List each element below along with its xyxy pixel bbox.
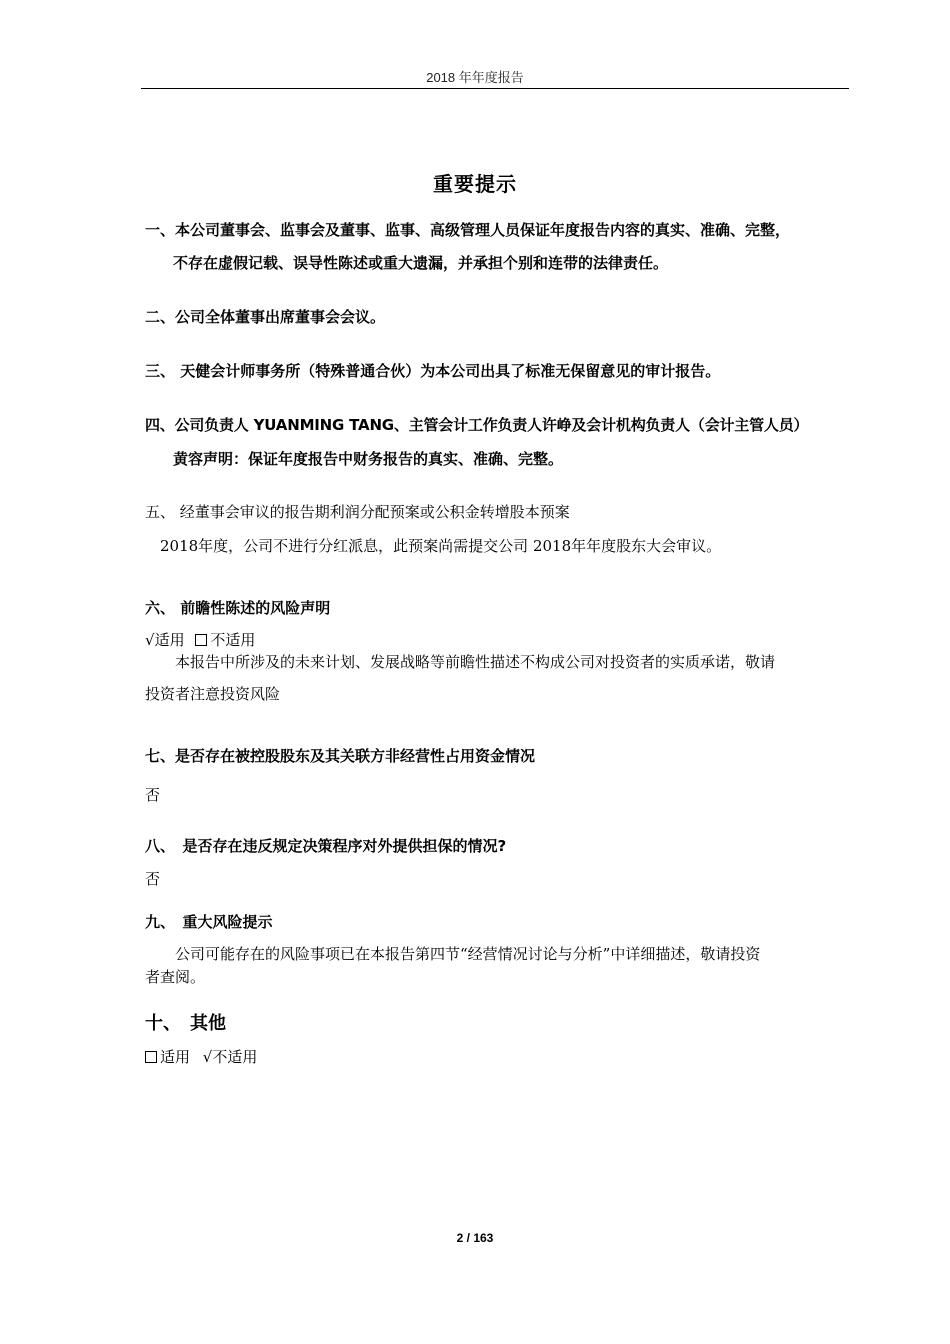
item-6-body-line-2: 投资者注意投资风险 [145, 685, 281, 703]
page-number: 2 / 163 [456, 1231, 494, 1245]
option-not-applicable-label: 不适用 [212, 1048, 258, 1066]
item-8-heading: 八、 是否存在违反规定决策程序对外提供担保的情况? [145, 837, 507, 855]
check-mark-icon: √ [145, 631, 155, 649]
item-5-heading: 五、 经董事会审议的报告期利润分配预案或公积金转增股本预案 [145, 503, 570, 521]
item-4-line-1: 四、公司负责人 YUANMING TANG、主管会计工作负责人许峥及会计机构负责人（会计主管人员） [145, 416, 809, 434]
item-9-heading: 九、 重大风险提示 [145, 913, 273, 931]
item-6-heading: 六、 前瞻性陈述的风险声明 [145, 599, 331, 617]
checkbox-empty-icon [195, 634, 207, 646]
item-10-heading: 十、 其他 [145, 1013, 226, 1034]
item-2: 二、公司全体董事出席董事会会议。 [145, 308, 386, 326]
option-not-applicable-label: 不适用 [210, 631, 256, 649]
item-6-body-line-1: 本报告中所涉及的未来计划、发展战略等前瞻性描述不构成公司对投资者的实质承诺，敬请 [175, 653, 776, 671]
item-8-body: 否 [145, 870, 161, 888]
item-7-heading: 七、是否存在被控股股东及其关联方非经营性占用资金情况 [145, 747, 536, 765]
item-1-line-2: 不存在虚假记载、误导性陈述或重大遗漏，并承担个别和连带的法律责任。 [173, 254, 669, 272]
item-3: 三、 天健会计师事务所（特殊普通合伙）为本公司出具了标准无保留意见的审计报告。 [145, 362, 721, 380]
item-7-body: 否 [145, 786, 161, 804]
option-applicable-label: 适用 [160, 1048, 191, 1066]
item-1-line-1: 一、本公司董事会、监事会及董事、监事、高级管理人员保证年度报告内容的真实、准确、完整， [145, 221, 791, 239]
item-6-options [145, 629, 255, 650]
option-applicable-label: 适用 [154, 631, 185, 649]
item-10-options [145, 1046, 257, 1067]
checkbox-empty-icon [145, 1051, 157, 1063]
check-mark-icon: √ [202, 1048, 213, 1066]
item-5-body: 2018年度，公司不进行分红派息，此预案尚需提交公司 2018年年度股东大会审议。 [160, 537, 722, 555]
item-4-line-2: 黄容声明：保证年度报告中财务报告的真实、准确、完整。 [173, 450, 564, 468]
running-header: 2018 年年度报告 [426, 70, 524, 85]
header-rule [141, 88, 849, 89]
page-title: 重要提示 [433, 172, 517, 196]
item-9-body-line-2: 者查阅。 [145, 968, 206, 986]
item-9-body-line-1: 公司可能存在的风险事项已在本报告第四节“经营情况讨论与分析”中详细描述，敬请投资 [175, 945, 761, 963]
